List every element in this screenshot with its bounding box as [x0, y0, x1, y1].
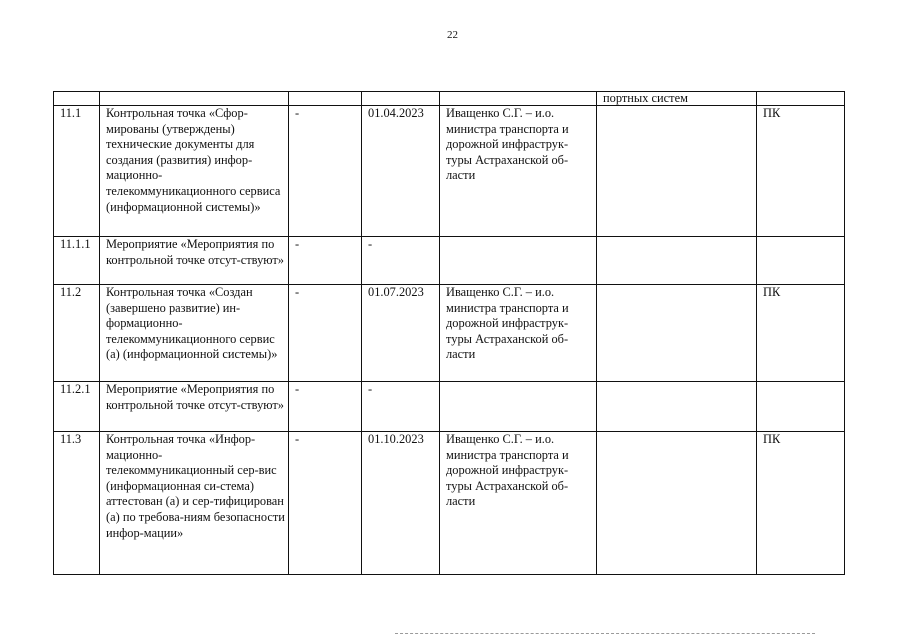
- cell-control: ПК: [757, 106, 845, 237]
- cell-end: 01.10.2023: [362, 432, 440, 575]
- cell-start: -: [289, 382, 362, 432]
- cell-num: [54, 92, 100, 106]
- cell-start: -: [289, 432, 362, 575]
- cell-start: -: [289, 237, 362, 285]
- cell-start: [289, 92, 362, 106]
- cell-control: ПК: [757, 285, 845, 382]
- continuation-row: [54, 92, 845, 106]
- cell-num: 11.1: [54, 106, 100, 237]
- cell-num: 11.3: [54, 432, 100, 575]
- cell-end: 01.04.2023: [362, 106, 440, 237]
- table-row: [54, 432, 845, 575]
- cell-result: портных систем: [597, 92, 757, 106]
- cell-responsible: Иващенко С.Г. – и.о. министра транспорта и дорожной инфраструк-туры Астраханской об-ласти: [440, 285, 597, 382]
- checkpoint-table: [53, 91, 845, 575]
- table-row: [54, 237, 845, 285]
- table-row: [54, 382, 845, 432]
- cell-control: [757, 382, 845, 432]
- cell-end: -: [362, 382, 440, 432]
- cell-end: -: [362, 237, 440, 285]
- cell-result: [597, 106, 757, 237]
- cell-control: [757, 92, 845, 106]
- cell-name: Мероприятие «Мероприятия по контрольной точке отсут-ствуют»: [100, 382, 289, 432]
- cell-result: [597, 432, 757, 575]
- cell-num: 11.2: [54, 285, 100, 382]
- table-row: [54, 106, 845, 237]
- cell-num: 11.1.1: [54, 237, 100, 285]
- cell-result: [597, 237, 757, 285]
- cell-result: [597, 382, 757, 432]
- cell-start: -: [289, 285, 362, 382]
- cell-end: 01.07.2023: [362, 285, 440, 382]
- cell-result: [597, 285, 757, 382]
- cell-responsible: Иващенко С.Г. – и.о. министра транспорта и дорожной инфраструк-туры Астраханской об-ласти: [440, 106, 597, 237]
- cell-name: [100, 92, 289, 106]
- cell-name: Контрольная точка «Создан (завершено развитие) ин-формационно-телекоммуникационного сервис (а) (информационной системы)»: [100, 285, 289, 382]
- cell-responsible: [440, 237, 597, 285]
- cell-start: -: [289, 106, 362, 237]
- cell-name: Контрольная точка «Инфор-мационно-телекоммуникационный сер-вис (информационная си-стема) аттестован (а) и сер-тифицирован (а) по требова-ниям безопасности инфор-мации»: [100, 432, 289, 575]
- cell-control: ПК: [757, 432, 845, 575]
- cell-end: [362, 92, 440, 106]
- cell-responsible: [440, 382, 597, 432]
- cell-responsible: [440, 92, 597, 106]
- cell-name: Контрольная точка «Сфор-мированы (утверждены) технические документы для создания (развития) инфор-мационно-телекоммуникационного сервиса (информационной системы)»: [100, 106, 289, 237]
- cell-name: Мероприятие «Мероприятия по контрольной точке отсут-ствуют»: [100, 237, 289, 285]
- page-number: 22: [447, 29, 458, 41]
- cell-responsible: Иващенко С.Г. – и.о. министра транспорта и дорожной инфраструк-туры Астраханской об-ласти: [440, 432, 597, 575]
- scan-artifact: [395, 633, 815, 636]
- cell-num: 11.2.1: [54, 382, 100, 432]
- table-row: [54, 285, 845, 382]
- cell-control: [757, 237, 845, 285]
